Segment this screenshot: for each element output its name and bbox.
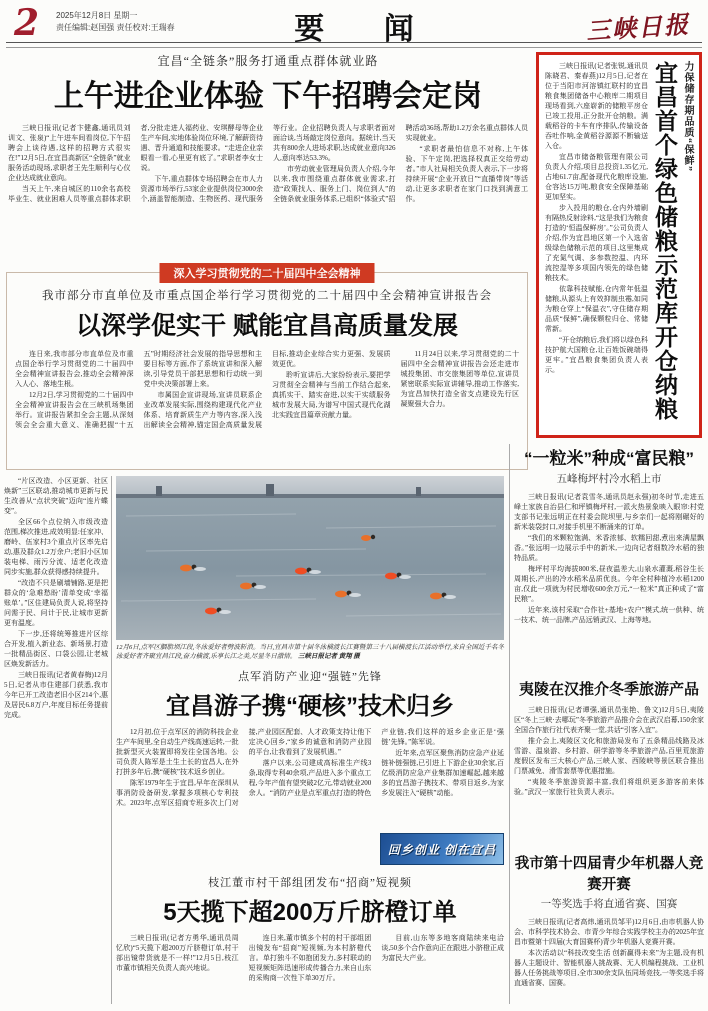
paragraph: “开仓纳粮后,我们将以绿色科技护航大国粮仓,让百姓饭碗端得更牢。”宜昌粮食集团负责人表示。 (545, 336, 648, 374)
paragraph: 近年来,该村采取“合作社+基地+农户”模式,统一供种、统一技术、统一品牌,产品远销武汉、上海等地。 (514, 606, 704, 624)
rice-story (514, 444, 704, 668)
header-rule (6, 42, 702, 48)
paragraph: “夷陵冬季旅游资源丰富,我们将组织更多游客前来体验。”武汉一家旅行社负责人表示。 (514, 778, 704, 796)
paragraph: 聆听宣讲后,大家纷纷表示,要把学习贯彻全会精神与当前工作结合起来,真抓实干、踏实奋进,以实干实绩服务城市发展大局,为谱写中国式现代化湖北实践宜昌篇章贡献力量。 (272, 371, 391, 419)
paragraph: 全区66个点位纳入市级改造范围,梯次推进,成效明显:任家冲、磨岭、伍家村3个重点片区率先启动,惠及群众1.2万余户;老旧小区加装电梯、雨污分流、适老化改造同步实施,群众获得感持续提升。 (4, 518, 108, 576)
editors-line: 责任编辑:赵国强 责任校对:王瑞春 (56, 23, 175, 32)
robot-subtitle: 一等奖选手将直通省赛、国赛 (540, 899, 678, 910)
plenum-kicker: 我市部分市直单位及市重点国企举行学习贯彻党的二十届四中全会精神宣讲报告会 (42, 290, 492, 302)
column-rule-right (509, 444, 510, 1004)
robot-headline: 我市第十四届青少年机器人竞赛开赛 (514, 856, 704, 893)
top-story (8, 52, 528, 257)
plenum-story (6, 268, 528, 470)
rice-subtitle: 五峰梅坪村冷水稻上市 (556, 474, 662, 485)
rice-headline: “一粒米”种成“富民粮” (524, 449, 694, 468)
issue-date: 2025年12月8日 星期一 (56, 11, 138, 20)
promo-banner-chuang-zai-yichang: 回乡创业 创在宜昌 (380, 833, 504, 865)
paragraph: 市劳动就业管理局负责人介绍,今年以来,我市围绕重点群体就业需求,打造“政策找人、服务上门、岗位到人”的全链条就业服务体系,已组织“体验式”招聘活动36场,帮助1.2万余名重点群体人员实现就业。 (273, 124, 528, 203)
top-story-headline: 上午进企业体验 下午招聘会定岗 (53, 80, 483, 113)
paragraph: 三峡日报讯(记者卞健鑫,通讯员刘训文、张泉)“上午进车间看岗位,下午招聘会上谈待遇,这样的招聘方式很实在!”12月5日,在宜昌高新区“全链条”就业服务活动现场,求职者王先生顺利与心仪企业达成就业意向。 (8, 124, 131, 182)
returnee-headline: 宜昌游子携“硬核”技术归乡 (166, 693, 454, 720)
robot-story (514, 852, 704, 1011)
orange-story (116, 874, 504, 1011)
winter-swimming-photo (116, 476, 504, 661)
tourism-story (514, 678, 704, 849)
masthead-logo: 三峡日报 (585, 12, 692, 46)
paragraph: 宜昌市储备粮管理有限公司负责人介绍,项目总投资1.35亿元,占地61.7亩,配备现代化粮库设施,仓容达15万吨,粮食安全保障基础更加坚实。 (545, 153, 648, 201)
paragraph: 当天上午,来自城区的110余名高校毕业生、就业困难人员等重点群体求职者,分批走进人福药业、安琪酵母等企业生产车间,实地体验岗位环境,了解薪资待遇、晋升通道和技能要求。“走进企业亲眼看一看,心里更有底了。”求职者李女士说。 (8, 124, 263, 203)
grain-story-body (545, 61, 648, 429)
paragraph: 市属国企宣讲现场,宣讲员联系企业改革发展实际,围绕构建现代化产业体系、培育新质生产力等内容,深入浅出解读全会精神,锚定国企高质量发展目标,推动企业综合实力更强、发展质效更优。 (143, 350, 391, 429)
photo-credit: 三峡日报记者 黄翔 摄 (298, 653, 360, 660)
paragraph: 目前,山东等多地客商陆续来电洽谈,50多个合作意向正在跟进,小脐橙正成为富民大产业。 (381, 934, 504, 962)
paragraph: 三峡日报讯(记者方勇华,通讯员周忆欣)“5天揽下超200万斤脐橙订单,村干部出镜带货就是不一样!”12月5日,枝江市董市镇相关负责人高兴地说。 (116, 934, 239, 972)
orange-kicker: 枝江董市村干部组团发布“招商”短视频 (208, 877, 412, 889)
column-rule-left (111, 476, 112, 1004)
paragraph: 步入投用的粮仓,仓内外墙刷有隔热反射涂料,“这是我们为粮食打造的‘恒温保鲜房’。”公司负责人介绍,作为宜昌地区第一个入选省级绿色储粮示范的项目,这里集成了充氮气调、多参数控温、内环流控湿等多项国内领先的绿色储粮技术。 (545, 204, 648, 282)
paragraph: “改造不只是刷墙铺路,更是把群众的‘急难愁盼’清单变成‘幸福账单’。”区住建局负责人说,将坚持问需于民、问计于民,让城市更新更有温度。 (4, 579, 108, 627)
caption-text: 12月6日,点军区胭脂坝江段,冬泳爱好者劈波斩浪。当日,宜昌市第十届冬泳横渡长江赛暨第三十八届横渡长江活动举行,来自全国近千名冬泳爱好者齐聚宜昌江段,奋力横渡,乐享长江之美,尽显冬日激情。 (116, 644, 504, 660)
top-story-body (8, 123, 528, 257)
grain-story-headline: 宜昌首个绿色储粮示范库开仓纳粮 (652, 61, 678, 421)
grain-story-highlight-box (536, 52, 702, 438)
page-number: 2 (14, 2, 40, 44)
plenum-banner-tag: 深入学习贯彻党的二十届四中全会精神 (160, 263, 375, 283)
photo-caption (116, 643, 504, 661)
paragraph: 连日来,我市部分市直单位及市重点国企举行学习贯彻党的二十届四中全会精神宣讲报告会,推动全会精神深入人心、落地生根。 (15, 350, 134, 388)
section-title: 要 闻 (294, 13, 440, 46)
orange-headline: 5天揽下超200万斤脐橙订单 (163, 899, 457, 926)
grain-story-kicker: 力保储存期品质“保鲜” (682, 61, 693, 172)
plenum-headline: 以深学促实干 赋能宜昌高质量发展 (76, 312, 458, 340)
top-story-kicker: 宜昌“全链条”服务打通重点群体就业路 (157, 54, 379, 68)
paragraph: 12月初,位于点军区的消防科技企业生产车间里,全自动生产线高速运转,一批批新型灭火装置即将发往全国各地。公司负责人陈军是土生土长的宜昌人,在外打拼多年后,携“硬核”技术返乡创业。 (116, 728, 239, 776)
paragraph: 下一步,还将统筹推进片区综合开发,植入新业态、新场景,打造一批精品街区、口袋公园,让老城区焕发新活力。 (4, 630, 108, 668)
paragraph: 11月24日以来,学习贯彻党的二十届四中全会精神宣讲报告会还走进市城投集团、市交旅集团等单位,宣讲员紧密联系实际宣讲辅导,推动工作落实,为宜昌加快打造全省支点建设先行区凝聚强大合力。 (400, 350, 519, 408)
paragraph: 三峡日报讯(记者黄春梅)12月5日,记者从市住建部门获悉,我市今年已开工改造老旧小区214个,惠及居民6.8万户,年度目标任务提前完成。 (4, 671, 108, 719)
paragraph: 本次活动以“科技改变生活 创新赢得未来”为主题,设有机器人主题设计、智能机器人挑战赛、无人机编程挑战、工业机器人任务挑战等项目,全市300余支队伍同场竞技,一等奖选手将直通省赛、国赛。 (514, 949, 704, 987)
page-header (0, 0, 708, 44)
paragraph: “求职者最怕信息不对称,上午体验、下午定岗,把选择权真正交给劳动者。”市人社局相关负责人表示,下一步将持续开展“企业开放日”“直播带岗”等活动,让更多求职者在家门口找到满意工作。 (405, 145, 528, 203)
returnee-kicker: 点军消防产业迎“强链”先锋 (238, 671, 382, 683)
paragraph: 依靠科技赋能,仓内常年低温储粮,从源头上有效抑制虫霉,如同为粮仓穿上“保温衣”,守住储存期品质“保鲜”,确保颗粒归仓、常储常新。 (545, 285, 648, 333)
paragraph: “我们的米颗粒饱满、米香浓郁、软糯回甜,煮出来满屋飘香。”张远明一边展示手中的新米,一边向记者细数冷水稻的独特品质。 (514, 534, 704, 562)
paragraph: 陈军1979年生于宜昌,早年在深圳从事消防设备研发,掌握多项核心专利技术。2023年,点军区招商专班多次上门对接,产业园区配套、人才政策支持让他下定决心回乡,“家乡的诚意和消防产业园的平台,让我看到了发展机遇。” (116, 728, 372, 807)
robot-body (514, 917, 704, 1011)
paragraph: 三峡日报讯(记者袁雪冬,通讯员赵永强)初冬时节,走进五峰土家族自治县仁和坪镇梅坪村,一派火热景象映入眼帘:村党支部书记张远明正在村委会院坝里,与乡亲们一起将刚碾好的新米装袋封口,对接手机里不断涌来的订单。 (514, 493, 704, 531)
paragraph: 梅坪村平均海拔800米,昼夜温差大,山泉水灌溉,稻谷生长周期长,产出的冷水稻米品质优良。今年全村种植冷水稻1200亩,仅此一项就为村民增收600余万元,“一粒米”真正种成了“富民粮”。 (514, 565, 704, 603)
paragraph: 三峡日报讯(记者张锐,通讯员陈晓君、秦春燕)12月5日,记者在位于当阳市河溶镇红联村的宜昌粮食集团储备中心粮库二期项目现场看到,六座崭新的储粮平房仓已竣工投用,正分批开仓纳粮。满载稻谷的卡车有序排队,传输设备吞吐作响,金黄稻谷源源不断输送入仓。 (545, 62, 648, 150)
paragraph: 落户以来,公司建成高标准生产线3条,取得专利40余项,产品进入多个重点工程,今年产值有望突破2亿元,带动就业200余人。“消防产业是点军重点打造的特色产业链,我们这样的返乡企业正是‘强链’先锋。”陈军说。 (248, 728, 504, 797)
paragraph: 推介会上,夷陵区文化和旅游局发布了五条精品线路及冰雪游、温泉游、乡村游、研学游等冬季旅游产品,百里荒旅游度假区发布三大核心产品,三峡人家、西陵峡等景区联合推出门票减免、滑雪套票等优惠措施。 (514, 737, 704, 775)
tourism-headline: 夷陵在汉推介冬季旅游产品 (518, 681, 699, 698)
left-continuation-column (4, 476, 108, 1004)
returnee-story (116, 668, 504, 867)
paragraph: 12月2日,学习贯彻党的二十届四中全会精神宣讲报告会在三峡机场集团举行。宣讲报告紧扣全会主题,从深刻领会全会重大意义、准确把握“十五五”时期经济社会发展的指导思想和主要目标等方面,作了系统宣讲和深入解读,引导党员干部把思想和行动统一到党中央决策部署上来。 (15, 350, 262, 429)
paragraph: 连日来,董市镇多个村的村干部组团出镜发布“招商”短视频,为本村脐橙代言。单打独斗不如抱团发力,多村联动的短视频矩阵迅速形成传播合力,来自山东的采购商一次性下单30万斤。 (248, 934, 372, 982)
orange-body (116, 933, 504, 1011)
river-swimmers-image (116, 476, 504, 640)
paragraph: 近年来,点军区聚焦消防应急产业延链补链强链,已引进上下游企业30余家,百亿级消防应急产业集群加速崛起,越来越多的宜昌游子携技术、带项目返乡,为家乡发展注入“硬核”动能。 (381, 749, 504, 797)
tourism-body (514, 705, 704, 849)
paragraph: 下午,重点群体专场招聘会在市人力资源市场举行,53家企业提供岗位3000余个,涵盖智能制造、生物医药、现代服务等行业。企业招聘负责人与求职者面对面洽谈,当场敲定岗位意向。据统计,当天共有800余人进场求职,达成就业意向326人,意向率达53.3%。 (140, 124, 396, 203)
plenum-body (15, 349, 519, 477)
paragraph: 三峡日报讯(记者谭强,通讯员张艳、鲁文)12月5日,夷陵区“冬上三峡·去哪玩”冬季旅游产品推介会在武汉启幕,150余家全国合作旅行社代表齐聚一堂,共话“引客入宜”。 (514, 706, 704, 734)
paragraph: “片区改造、小区更新、社区焕新”三区联动,推动城市更新与民生改善从“点状突破”迈向“连片蝶变”。 (4, 477, 108, 515)
paragraph: 三峡日报讯(记者高炜,通讯员邹平)12月6日,由市机器人协会、市科学技术协会、市青少年综合实践学校主办的2025年宜昌市暨第十四届(大育国赛杯)青少年机器人竞赛开赛。 (514, 918, 704, 946)
rice-body (514, 492, 704, 668)
